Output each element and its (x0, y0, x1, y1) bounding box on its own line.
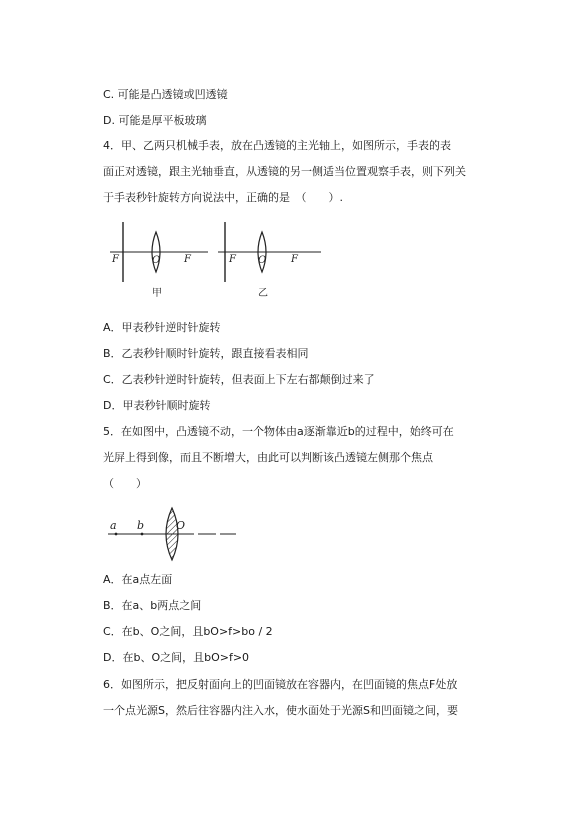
q4-stem-line-3: 于手表秒针旋转方向说法中，正确的是 （ ）. (103, 191, 343, 204)
q3-option-d: D. 可能是厚平板玻璃 (103, 114, 207, 127)
point-a-dot (115, 533, 118, 536)
q4-stem-line-1: 4．甲、乙两只机械手表，放在凸透镜的主光轴上，如图所示，手表的表 (103, 139, 451, 152)
q3-option-c: C. 可能是凸透镜或凹透镜 (103, 88, 228, 101)
focus-label-left-2: F (184, 254, 191, 265)
q4-option-a: A．甲表秒针逆时针旋转 (103, 321, 221, 334)
q6-stem-line-2: 一个点光源S，然后往容器内注入水，使水面处于光源S和凹面镜之间，要 (103, 704, 458, 717)
caption-yi: 乙 (258, 288, 268, 299)
q5-stem-line-2: 光屏上得到像，而且不断增大，由此可以判断该凸透镜左侧那个焦点 (103, 451, 433, 464)
center-label-right: O (258, 255, 267, 266)
q5-option-c: C．在b、O之间，且bO>f>bo / 2 (103, 625, 273, 638)
q6-stem-line-1: 6．如图所示，把反射面向上的凹面镜放在容器内，在凹面镜的焦点F处放 (103, 678, 458, 691)
point-a-label: a (110, 519, 117, 532)
lens-center-label: O (176, 519, 186, 532)
q4-figure-right (218, 222, 321, 299)
q5-option-b: B．在a、b两点之间 (103, 599, 202, 612)
point-b-dot (141, 533, 144, 536)
q4-option-b: B．乙表秒针顺时针旋转，跟直接看表相同 (103, 347, 309, 360)
q5-option-a: A．在a点左面 (103, 573, 173, 586)
focus-label-right-2: F (291, 254, 298, 265)
q5-stem-line-1: 5．在如图中，凸透镜不动，一个物体由a逐渐靠近b的过程中，始终可在 (103, 425, 454, 438)
q4-stem-line-2: 面正对透镜，跟主光轴垂直，从透镜的另一侧适当位置观察手表，则下列关 (103, 165, 466, 178)
focus-label-right-1: F (229, 254, 236, 265)
caption-jia: 甲 (152, 288, 162, 299)
q5-option-d: D．在b、O之间，且bO>f>0 (103, 651, 250, 664)
focus-label-left-1: F (112, 254, 119, 265)
q4-option-c: C．乙表秒针逆时针旋转，但表面上下左右都颠倒过来了 (103, 373, 375, 386)
q4-option-d: D．甲表秒针顺时旋转 (103, 399, 211, 412)
point-b-label: b (137, 519, 145, 532)
q4-figure (108, 220, 323, 300)
q5-stem-line-3: （ ） (103, 477, 147, 490)
q4-figure-left (110, 222, 208, 299)
center-label-left: O (152, 255, 161, 266)
q5-figure (104, 506, 239, 564)
hatched-lens (166, 508, 178, 560)
